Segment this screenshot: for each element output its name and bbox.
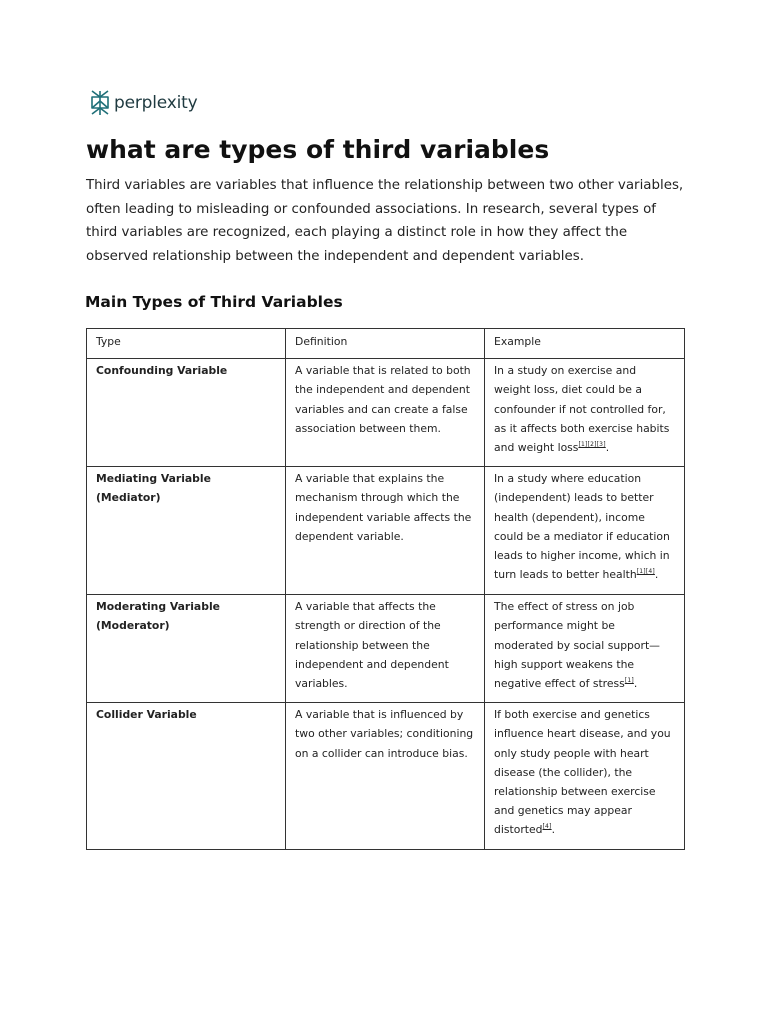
intro-paragraph: Third variables are variables that influence the relationship between two other variables, often leading to misleading or confounded associations. In research, several types of third variables are recognized, each playing a distinct role in how they affect the observed relationship between the independent and dependent variables. (86, 178, 684, 265)
table-row (87, 467, 685, 595)
example-end: . (551, 823, 556, 837)
definition-cell: A variable that affects the strength or direction of the relationship between the independent and dependent variables. (286, 595, 485, 703)
column-header-example: Example (485, 329, 685, 359)
table-row (87, 359, 685, 467)
example-cell (485, 467, 685, 595)
example-text: The effect of stress on job performance might be moderated by social support—high support weakens the negative effect of stress (494, 600, 660, 691)
table-row (87, 703, 685, 850)
table-row (87, 595, 685, 703)
definition-cell: A variable that is related to both the independent and dependent variables and can create a false association between them. (286, 359, 485, 467)
third-variables-table (86, 328, 685, 850)
citation-link[interactable]: [4] (542, 823, 552, 831)
example-end: . (654, 568, 659, 582)
citation-link[interactable]: [1][2][3] (578, 441, 606, 449)
example-cell (485, 359, 685, 467)
section-heading: Main Types of Third Variables (85, 293, 343, 311)
example-cell (485, 595, 685, 703)
type-cell: Moderating Variable (Moderator) (87, 595, 286, 703)
type-cell: Collider Variable (87, 703, 286, 850)
type-cell: Confounding Variable (87, 359, 286, 467)
perplexity-logo-icon (89, 90, 111, 116)
definition-cell: A variable that explains the mechanism through which the independent variable affects the dependent variable. (286, 467, 485, 595)
example-cell (485, 703, 685, 850)
brand-name: perplexity (114, 93, 198, 113)
citation-link[interactable]: [1][4] (636, 568, 655, 576)
page-title: what are types of third variables (86, 135, 550, 164)
example-text: In a study where education (independent) leads to better health (dependent), income could be a mediator if education leads to higher income, which in turn leads to better health (494, 472, 670, 582)
table-header-row (87, 329, 685, 359)
example-end: . (605, 441, 610, 455)
column-header-definition: Definition (286, 329, 485, 359)
example-text: If both exercise and genetics influence heart disease, and you only study people with heart disease (the collider), the relationship between exercise and genetics may appear distorted (494, 708, 671, 837)
perplexity-logo (89, 89, 197, 117)
citation-link[interactable]: [1] (624, 677, 634, 685)
example-end: . (633, 677, 638, 691)
definition-cell: A variable that is influenced by two other variables; conditioning on a collider can introduce bias. (286, 703, 485, 850)
example-text: In a study on exercise and weight loss, diet could be a confounder if not controlled for, as it affects both exercise habits and weight loss (494, 364, 670, 455)
column-header-type: Type (87, 329, 286, 359)
type-cell: Mediating Variable (Mediator) (87, 467, 286, 595)
